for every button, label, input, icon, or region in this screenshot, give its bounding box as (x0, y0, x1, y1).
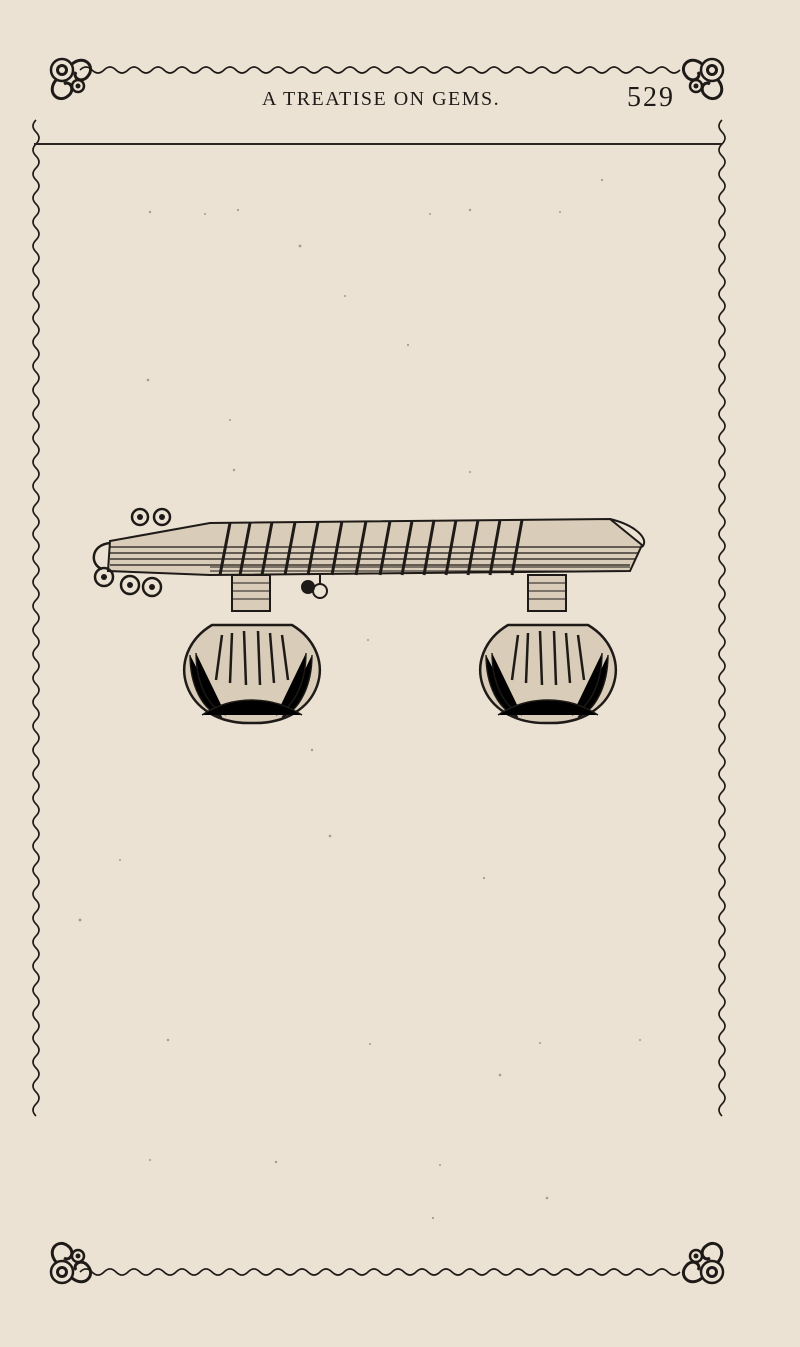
corner-ornament-top-right (683, 59, 723, 99)
stringed-instrument-engraving-icon (90, 505, 650, 735)
border-top (80, 67, 680, 73)
corner-ornament-top-left (51, 59, 91, 99)
border-left (33, 120, 39, 1116)
page-number: 529 (627, 82, 675, 113)
corner-ornament-bottom-left (51, 1243, 91, 1283)
border-right (719, 120, 725, 1116)
left-gourd (184, 575, 320, 723)
right-gourd (480, 575, 616, 723)
running-title: A TREATISE ON GEMS. (262, 88, 501, 110)
header-rule (34, 143, 722, 145)
corner-ornament-bottom-right (683, 1243, 723, 1283)
border-bottom (80, 1269, 680, 1275)
